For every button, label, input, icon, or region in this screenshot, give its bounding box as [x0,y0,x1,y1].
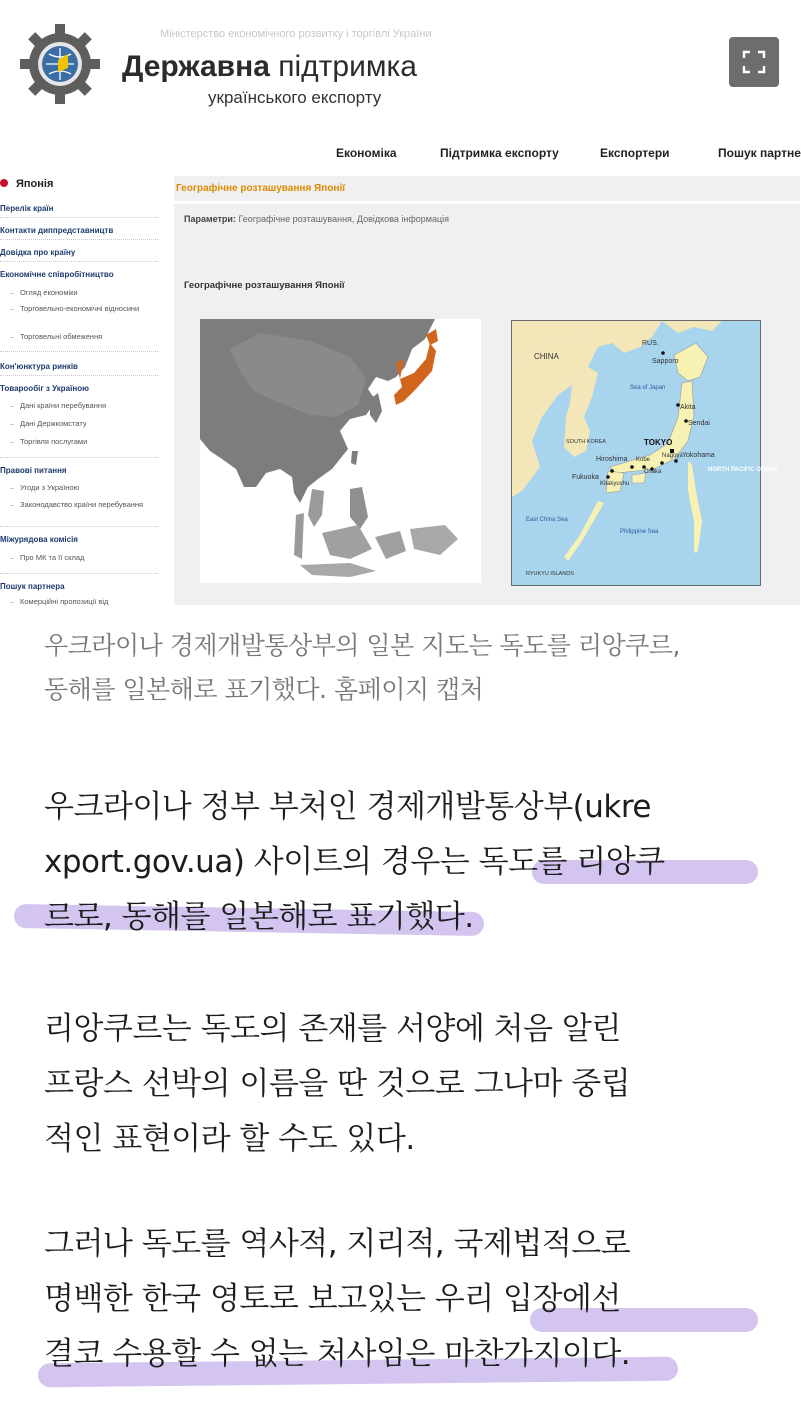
nav-economics[interactable]: Економіка [336,146,397,160]
paragraph-line: 우크라이나 정부 부처인 경제개발통상부(ukre [44,789,651,825]
sidebar-item-contacts[interactable]: Контакти диппредставництв [0,226,114,235]
divider [0,351,158,352]
map-label-philippine-sea: Philippine Sea [620,529,659,535]
website-screenshot [0,0,800,605]
map-label-sendai: Sendai [688,420,710,427]
sidebar-item-market[interactable]: Кон'юнктура ринків [0,362,78,371]
map-label-north-pacific: NORTH PACIFIC OCEAN [708,467,778,473]
map-label-china: CHINA [534,352,559,361]
divider [0,217,158,218]
article-paragraph-2 [44,1002,758,1167]
map-label-fukuoka: Fukuoka [572,474,599,481]
site-title-rest: підтримка [278,50,417,83]
sidebar-country-label: Японія [16,178,54,190]
paragraph-line: 프랑스 선박의 이름을 딴 것으로 그나마 중립 [44,1066,631,1102]
paragraph-line: xport.gov.ua) 사이트의 경우는 독도를 리앙쿠 [44,844,665,880]
site-title-bold: Державна [122,50,270,83]
map-label-russia: RUS. [642,340,659,347]
map-label-east-china-sea: East China Sea [526,517,568,523]
site-title [122,50,417,84]
map-label-kitakyushu: Kitakyushu [600,481,630,487]
ministry-name: Міністерство економічного розвитку і торгівлі України [160,28,432,40]
map-label-osaka: Osaka [644,469,662,475]
sidebar-subitem[interactable]: – Угоди з Україною [20,483,150,492]
map-label-tokyo: TOKYO [644,438,673,447]
sidebar-subitem[interactable]: – Торгівля послугами [20,437,150,446]
sidebar-item-countries[interactable]: Перелік країн [0,204,54,213]
divider [0,239,158,240]
map-label-south-korea: SOUTH KOREA [566,439,607,445]
section-heading: Географічне розташування Японії [184,280,345,291]
divider [0,261,158,262]
paragraph-line: 그러나 독도를 역사적, 지리적, 국제법적으로 [44,1226,631,1262]
map-label-sapporo: Sapporo [652,358,679,365]
sidebar-subitem[interactable]: – Про МК та її склад [20,553,150,562]
sidebar-item-economic-cooperation[interactable]: Економічне співробітництво [0,270,114,279]
japan-reference-map [511,320,778,586]
article-paragraph-3 [44,1217,758,1382]
sidebar-subitem[interactable]: – Дані Держкомстату [20,419,150,428]
divider [0,457,158,458]
expand-image-button[interactable] [729,37,779,87]
content-panel [174,176,800,605]
sidebar-item-commission[interactable]: Міжурядова комісія [0,535,78,544]
paragraph-line: 적인 표현이라 할 수도 있다. [44,1121,415,1157]
sidebar-item-trade[interactable]: Товарообіг з Україною [0,384,89,393]
sidebar-subitem[interactable]: – Торговельні обмеження [20,332,150,341]
east-asia-map [200,319,481,583]
parameters-value: Географічне розташування, Довідкова інформація [238,214,449,224]
top-navigation [0,146,800,164]
fullscreen-icon [742,50,766,74]
map-label-yokohama: Yokohama [682,452,715,459]
sidebar [0,176,162,605]
site-subtitle: українського експорту [208,88,382,107]
paragraph-line: 결코 수용할 수 없는 처사임은 마찬가지이다. [44,1336,631,1372]
page-title: Географічне розташування Японії [176,183,346,194]
image-caption [44,624,774,712]
sidebar-subitem[interactable]: – Торговельно-економічні відносини [20,304,150,313]
divider [0,526,158,527]
article-paragraph-1 [44,780,758,945]
map-label-akita: Akita [680,404,696,411]
paragraph-line: 명백한 한국 영토로 보고있는 우리 입장에선 [44,1281,621,1317]
sidebar-item-partner-search[interactable]: Пошук партнера [0,582,65,591]
sidebar-subitem[interactable]: – Комерційні пропозиції від [20,597,150,606]
nav-exporters[interactable]: Експортери [600,146,670,160]
map-label-kobe: Kobe [636,457,651,463]
sidebar-item-legal[interactable]: Правові питання [0,466,67,475]
sidebar-subitem[interactable]: – Огляд економіки [20,288,150,297]
nav-partner-search[interactable]: Пошук партне [718,146,801,160]
divider [0,573,158,574]
parameters-line [184,214,449,224]
map-label-sea-of-japan: Sea of Japan [630,385,666,391]
japan-flag-icon [0,179,8,187]
divider [0,375,158,376]
paragraph-line: 리앙쿠르는 독도의 존재를 서양에 처음 알린 [44,1011,621,1047]
map-label-ryukyu: RYUKYU ISLANDS [526,571,574,577]
nav-export-support[interactable]: Підтримка експорту [440,146,559,160]
map-label-hiroshima: Hiroshima [596,456,628,463]
sidebar-subitem[interactable]: – Законодавство країни перебування [20,500,150,509]
sidebar-country [0,178,53,190]
sidebar-item-country-info[interactable]: Довідка про країну [0,248,76,257]
divider [174,201,800,204]
paragraph-line: 르로, 동해를 일본해로 표기했다. [44,899,474,935]
caption-line: 우크라이나 경제개발통상부의 일본 지도는 독도를 리앙쿠르, [44,631,680,660]
ministry-gear-logo-icon [18,22,102,106]
map-label-nagoya: Nagoya [662,453,683,459]
parameters-label: Параметри: [184,214,236,224]
sidebar-subitem[interactable]: – Дані країни перебування [20,401,150,410]
caption-line: 동해를 일본해로 표기했다. 홈페이지 캡처 [44,675,484,704]
